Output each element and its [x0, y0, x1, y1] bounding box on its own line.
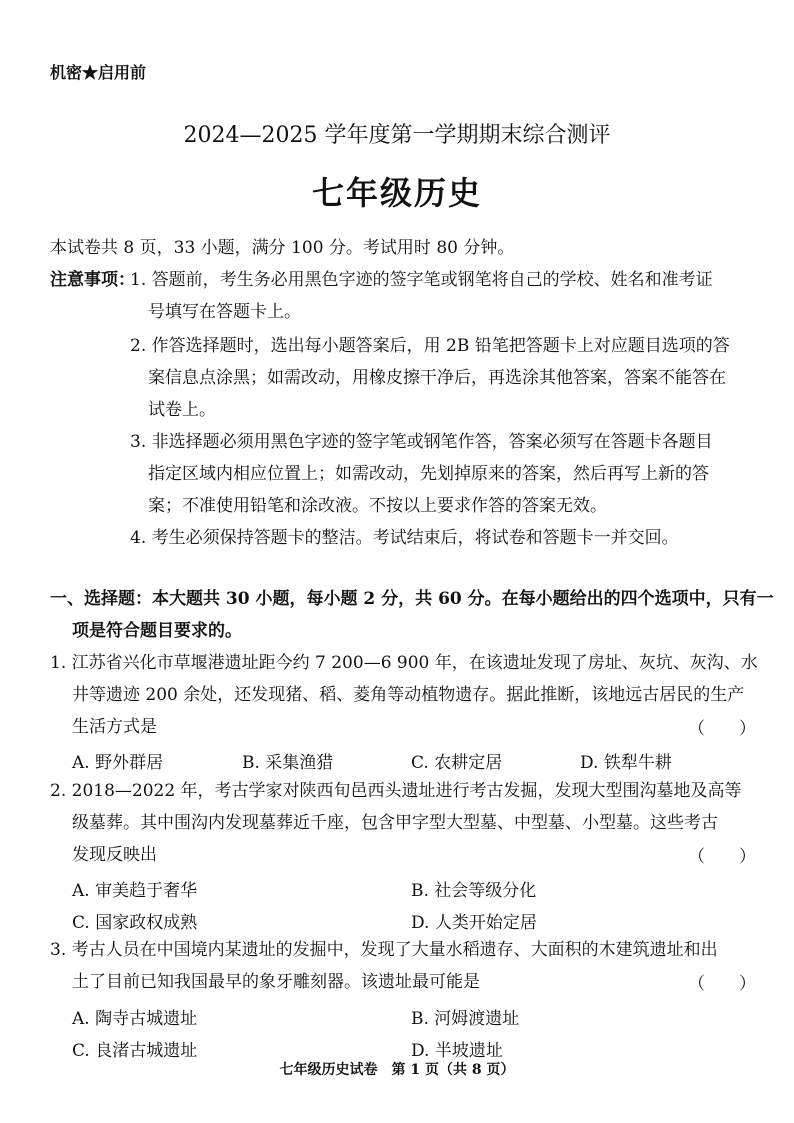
question-3-answer-parens: （ ）: [688, 974, 756, 994]
notice-item-4-line-1: 4. 考生必须保持答题卡的整洁。考试结束后，将试卷和答题卡一并交回。: [130, 528, 679, 548]
notice-item-2-line-3: 试卷上。: [148, 400, 216, 420]
question-1-option-c: C. 农耕定居: [411, 753, 503, 773]
subject-title: 七年级历史: [311, 174, 482, 212]
section-heading-line-1: 一、选择题：本大题共 30 小题，每小题 2 分，共 60 分。在每小题给出的四个选项中，只有一: [50, 589, 774, 609]
question-2-option-c: C. 国家政权成熟: [72, 913, 198, 933]
question-3-stem-line-2: 土了目前已知我国最早的象牙雕刻器。该遗址最可能是: [72, 972, 480, 992]
question-3-option-c: C. 良渚古城遗址: [72, 1041, 198, 1061]
question-2-option-a: A. 审美趋于奢华: [72, 881, 198, 901]
confidential-mark: 机密★启用前: [50, 63, 147, 82]
question-1-stem-line-3: 生活方式是: [72, 717, 157, 737]
question-2-answer-parens: （ ）: [688, 847, 756, 867]
notice-item-1-line-1: 1. 答题前，考生务必用黑色字迹的签字笔或钢笔将自己的学校、姓名和准考证: [130, 270, 713, 290]
section-heading-line-2: 项是符合题目要求的。: [72, 621, 242, 641]
page-footer: 七年级历史试卷 第 1 页（共 8 页）: [279, 1062, 515, 1078]
notice-item-3-line-3: 案；不准使用铅笔和涂改液。不按以上要求作答的答案无效。: [148, 496, 607, 516]
question-1-answer-parens: （ ）: [688, 719, 756, 739]
notice-item-3-line-2: 指定区域内相应位置上；如需改动，先划掉原来的答案，然后再写上新的答: [148, 464, 709, 484]
question-3-stem-line-1: 3. 考古人员在中国境内某遗址的发掘中，发现了大量水稻遗存、大面积的木建筑遗址和出: [50, 940, 718, 960]
notice-label: 注意事项：: [50, 270, 135, 290]
question-1-option-b: B. 采集渔猎: [242, 753, 334, 773]
question-1-option-a: A. 野外群居: [72, 753, 164, 773]
question-1-option-d: D. 铁犁牛耕: [580, 753, 672, 773]
question-3-option-d: D. 半坡遗址: [411, 1041, 503, 1061]
exam-title: 2024—2025 学年度第一学期期末综合测评: [183, 123, 611, 148]
question-2-option-b: B. 社会等级分化: [411, 881, 537, 901]
notice-item-2-line-2: 案信息点涂黑；如需改动，用橡皮擦干净后，再选涂其他答案，答案不能答在: [148, 368, 726, 388]
question-1-stem-line-1: 1. 江苏省兴化市草堰港遗址距今约 7 200—6 900 年，在该遗址发现了房址、灰坑、灰沟、水: [50, 653, 758, 673]
question-2-option-d: D. 人类开始定居: [411, 913, 537, 933]
question-1-stem-line-2: 井等遗迹 200 余处，还发现猪、稻、菱角等动植物遗存。据此推断，该地远古居民的生产: [72, 685, 745, 705]
question-3-option-a: A. 陶寺古城遗址: [72, 1009, 198, 1029]
question-2-stem-line-2: 级墓葬。其中围沟内发现墓葬近千座，包含甲字型大型墓、中型墓、小型墓。这些考古: [72, 813, 718, 833]
question-2-stem-line-1: 2. 2018—2022 年，考古学家对陕西旬邑西头遗址进行考古发掘，发现大型围沟墓地及高等: [50, 781, 742, 801]
question-3-option-b: B. 河姆渡遗址: [411, 1009, 520, 1029]
notice-item-1-line-2: 号填写在答题卡上。: [148, 302, 301, 322]
exam-intro: 本试卷共 8 页，33 小题，满分 100 分。考试用时 80 分钟。: [50, 238, 515, 258]
notice-item-2-line-1: 2. 作答选择题时，选出每小题答案后，用 2B 铅笔把答题卡上对应题目选项的答: [130, 336, 730, 356]
question-2-stem-line-3: 发现反映出: [72, 845, 157, 865]
notice-item-3-line-1: 3. 非选择题必须用黑色字迹的签字笔或钢笔作答，答案必须写在答题卡各题目: [130, 432, 713, 452]
